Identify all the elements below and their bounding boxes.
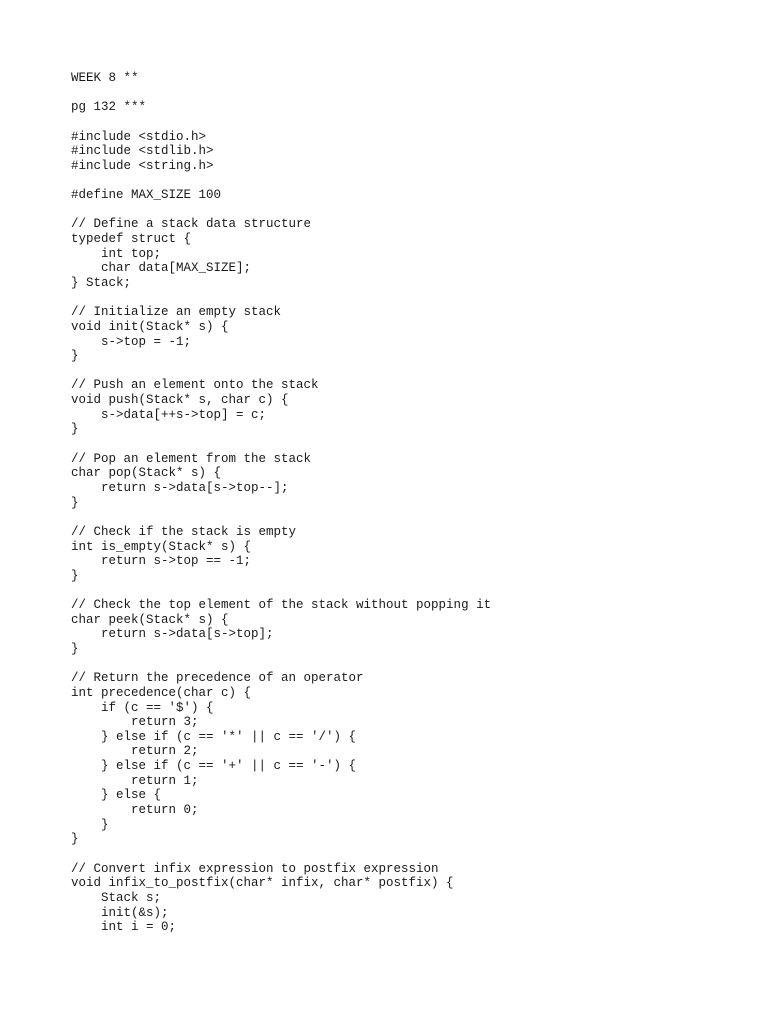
code-line: // Check if the stack is empty (71, 524, 297, 539)
code-line: int is_empty(Stack* s) { (71, 539, 252, 554)
code-line: int i = 0; (71, 920, 177, 935)
code-line: if (c == '$') { (71, 700, 214, 715)
blank-line (71, 657, 491, 672)
code-line: return 3; (71, 715, 199, 730)
code-line: void init(Stack* s) { (71, 319, 229, 334)
code-line: } (71, 568, 79, 583)
code-line: } (71, 832, 79, 847)
code-line: } (71, 495, 79, 510)
blank-line (71, 86, 491, 101)
blank-line (71, 583, 491, 598)
code-line: // Initialize an empty stack (71, 305, 282, 320)
code-line: // Pop an element from the stack (71, 451, 312, 466)
code-line: } (71, 641, 79, 656)
blank-line (71, 115, 491, 130)
blank-line (71, 364, 491, 379)
code-line: // Convert infix expression to postfix expression (71, 861, 439, 876)
code-line: typedef struct { (71, 232, 192, 247)
code-line: } (71, 349, 79, 364)
code-line: } else if (c == '*' || c == '/') { (71, 729, 357, 744)
code-line: return 2; (71, 744, 199, 759)
code-line: void infix_to_postfix(char* infix, char* postfix) { (71, 876, 454, 891)
code-line: int top; (71, 246, 162, 261)
code-line: } (71, 422, 79, 437)
blank-line (71, 847, 491, 862)
code-line: s->data[++s->top] = c; (71, 407, 267, 422)
code-line: // Check the top element of the stack without popping it (71, 598, 492, 613)
code-line: #include <stdio.h> (71, 129, 207, 144)
code-line: // Push an element onto the stack (71, 378, 319, 393)
code-line: return s->data[s->top--]; (71, 480, 289, 495)
code-line: init(&s); (71, 905, 169, 920)
code-line: #define MAX_SIZE 100 (71, 188, 222, 203)
blank-line (71, 291, 491, 306)
code-line: } else { (71, 788, 162, 803)
code-line: WEEK 8 ** (71, 71, 139, 85)
code-line: char peek(Stack* s) { (71, 612, 229, 627)
code-text-block (71, 71, 491, 935)
code-line: pg 132 *** (71, 100, 147, 115)
code-line: char data[MAX_SIZE]; (71, 261, 252, 276)
code-line: // Define a stack data structure (71, 217, 312, 232)
code-line: return s->data[s->top]; (71, 627, 274, 642)
code-line: } (71, 817, 109, 832)
blank-line (71, 203, 491, 218)
blank-line (71, 173, 491, 188)
code-line: return 1; (71, 773, 199, 788)
code-line: return 0; (71, 803, 199, 818)
code-line: #include <stdlib.h> (71, 144, 214, 159)
code-line: return s->top == -1; (71, 554, 252, 569)
blank-line (71, 510, 491, 525)
code-line: char pop(Stack* s) { (71, 466, 222, 481)
code-line: void push(Stack* s, char c) { (71, 393, 289, 408)
code-line: } else if (c == '+' || c == '-') { (71, 759, 357, 774)
code-line: s->top = -1; (71, 334, 192, 349)
code-line: #include <string.h> (71, 158, 214, 173)
blank-line (71, 437, 491, 452)
code-line: Stack s; (71, 890, 162, 905)
code-line: // Return the precedence of an operator (71, 671, 364, 686)
code-line: int precedence(char c) { (71, 685, 252, 700)
code-line: } Stack; (71, 275, 132, 290)
